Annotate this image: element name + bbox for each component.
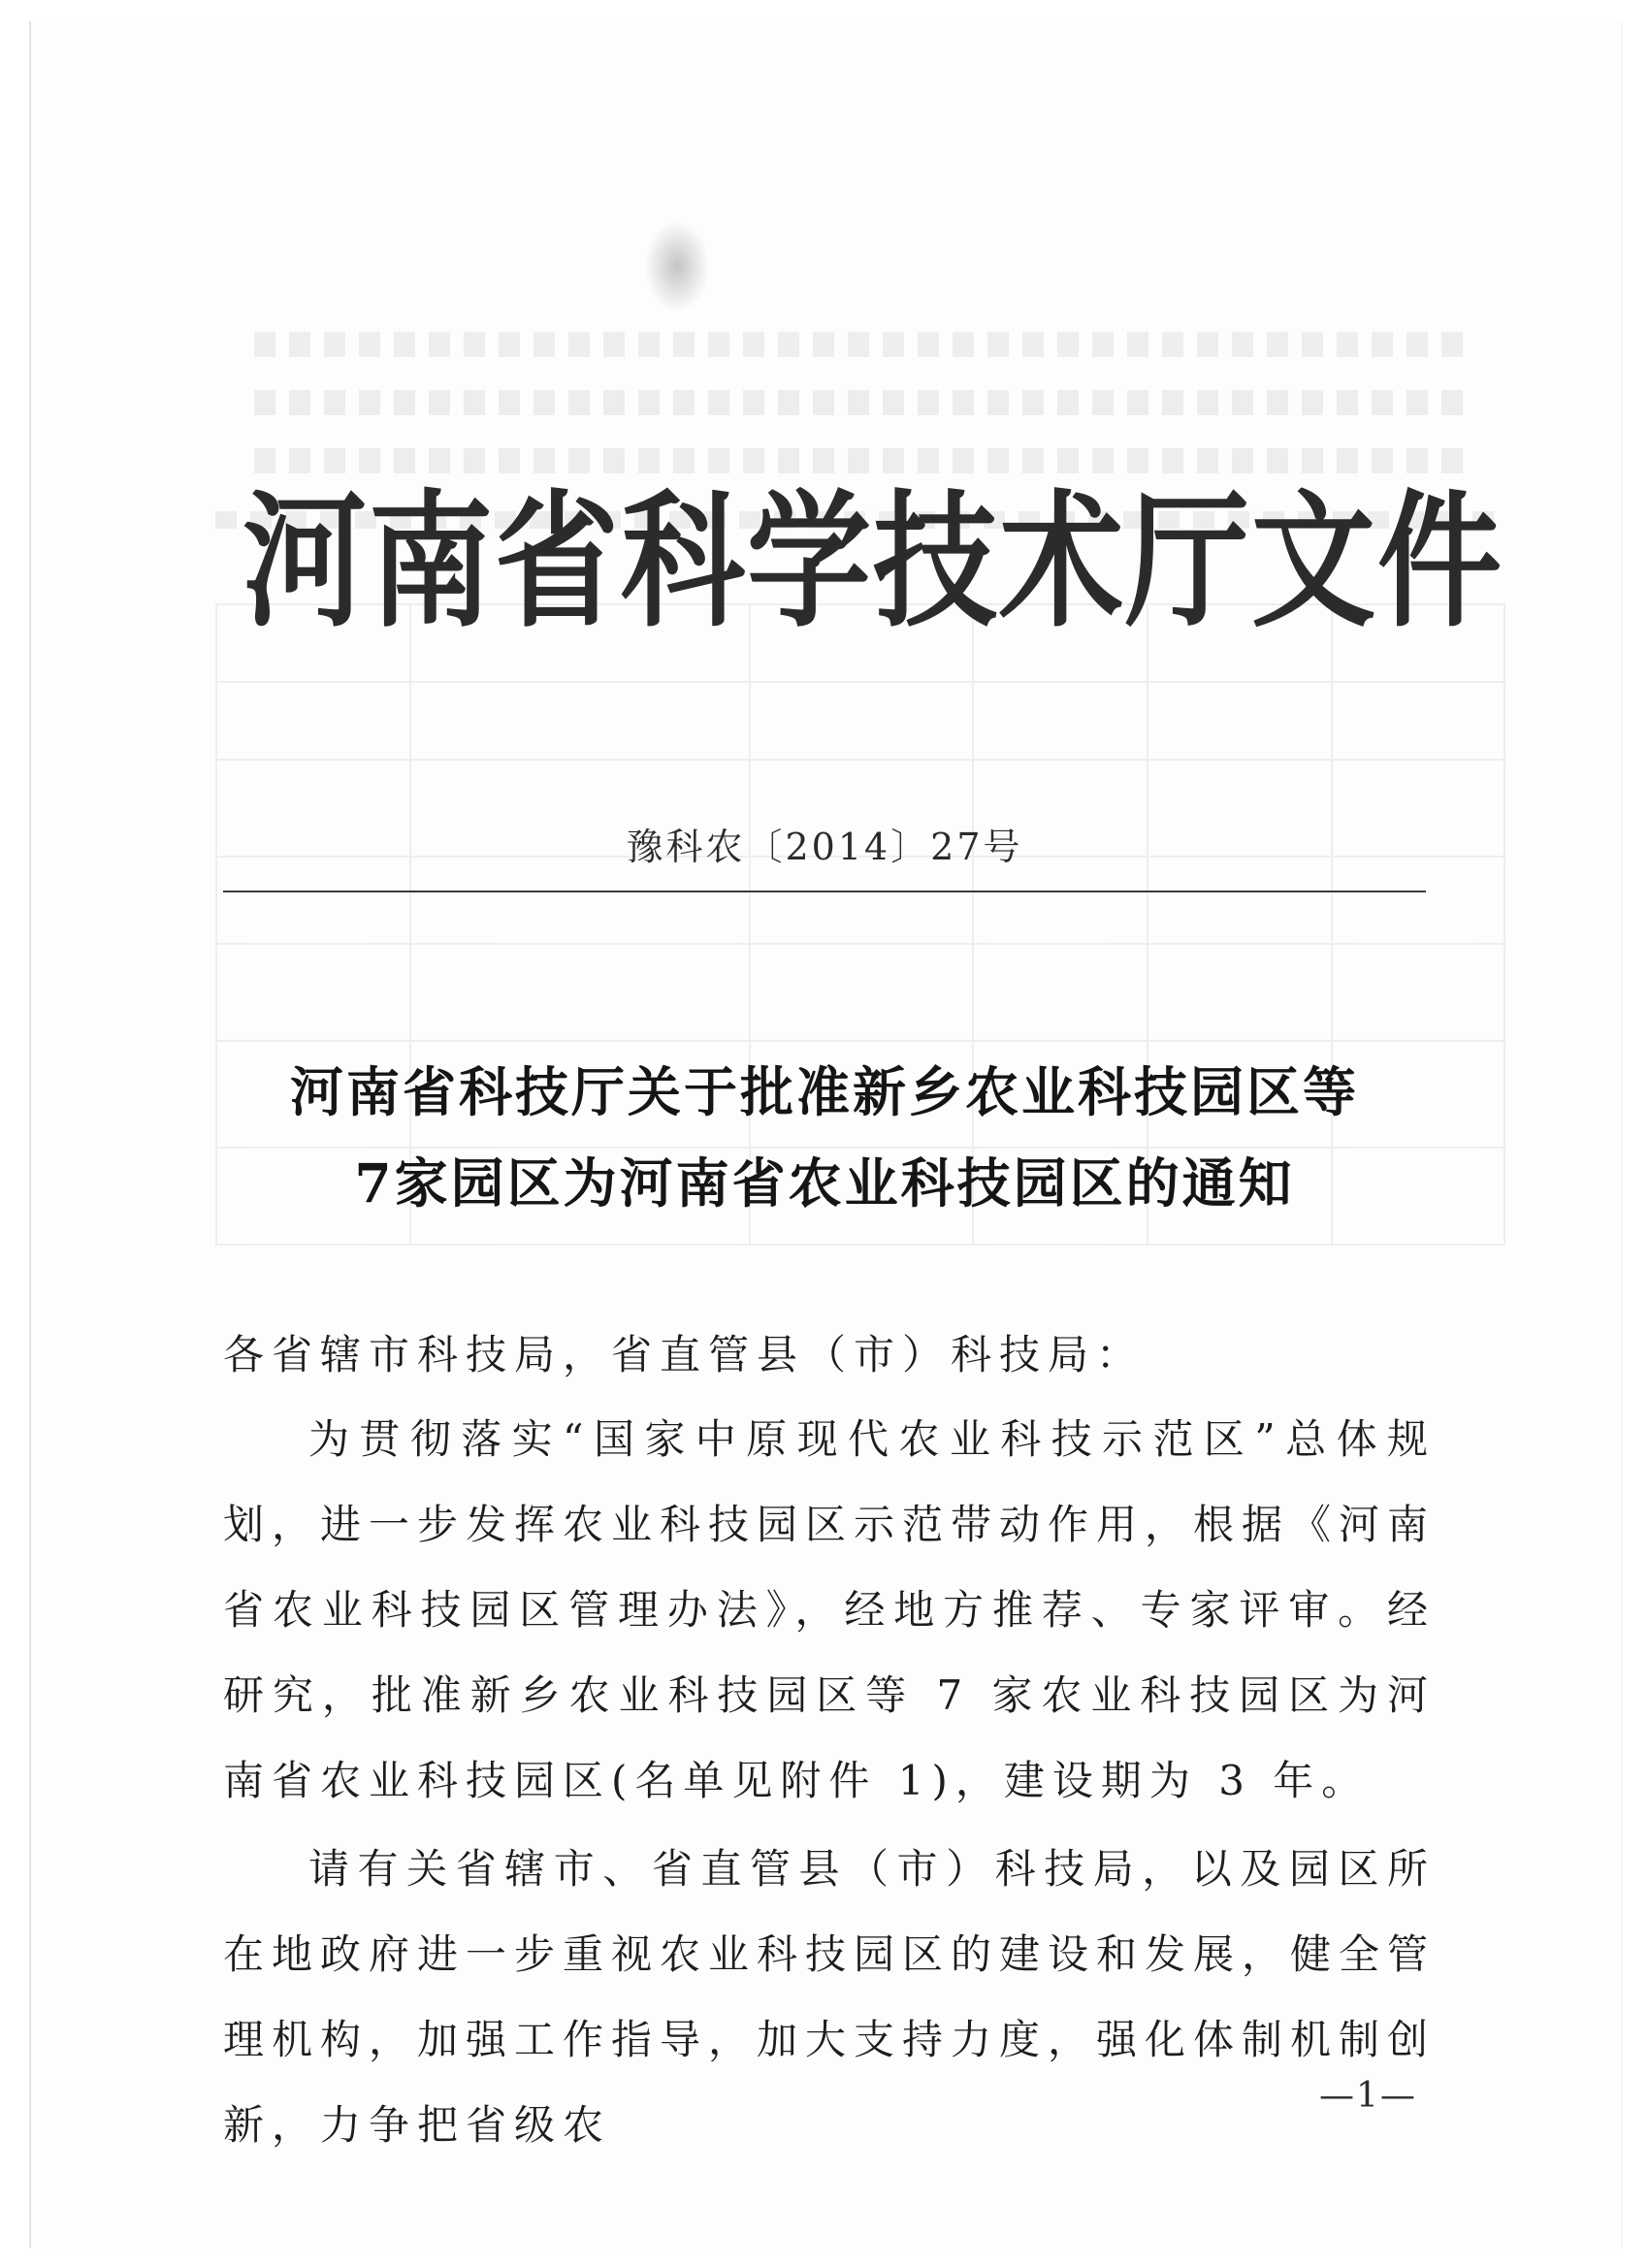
notice-title-line1: 河南省科技厅关于批准新乡农业科技园区等 xyxy=(289,1060,1359,1123)
masthead-divider xyxy=(223,891,1426,892)
page-number: —1— xyxy=(1319,2076,1417,2116)
salutation: 各省辖市科技局，省直管县（市）科技局： xyxy=(223,1331,1146,1378)
body-paragraph-2: 请有关省辖市、省直管县（市）科技局，以及园区所在地政府进一步重视农业科技园区的建设和发展，健全管理机构，加强工作指导，加大支持力度，强化体制机制创新，力争把省级农 xyxy=(223,1845,1437,2149)
notice-title-line2: 7家园区为河南省农业科技园区的通知 xyxy=(354,1151,1295,1215)
body-paragraph-1: 为贯彻落实“国家中原现代农业科技示范区”总体规划，进一步发挥农业科技园区示范带动作用，根据《河南省农业科技园区管理办法》，经地方推荐、专家评审。经研究，批准新乡农业科技园区等 7 家农业科技园区为河南省农业科技园区(名单见附件 1)，建设期为 3 年。 xyxy=(223,1415,1437,1804)
scan-smudge xyxy=(644,220,710,312)
document-number: 豫科农〔2014〕27号 xyxy=(626,826,1023,868)
document-masthead: 河南省科学技术厅文件 xyxy=(242,477,1504,648)
